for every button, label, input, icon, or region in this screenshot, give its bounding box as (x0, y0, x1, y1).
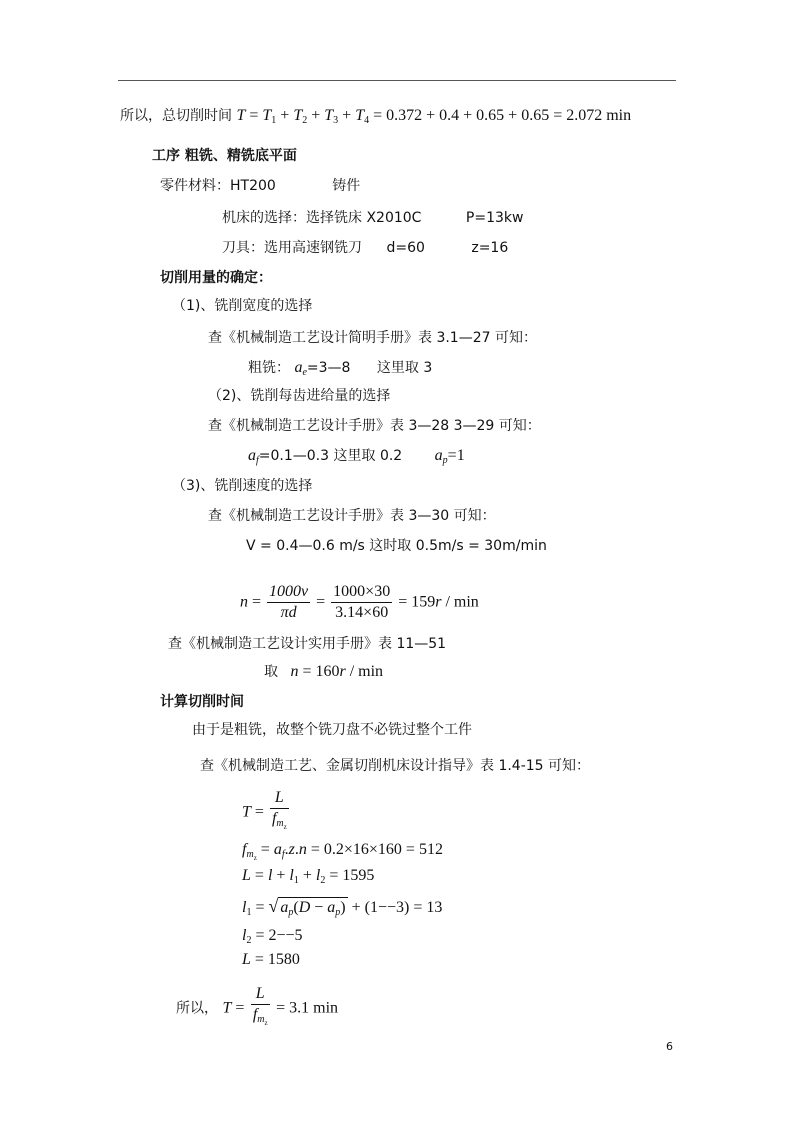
step1-rough-line: 粗铣： $a_e=3—8$ 这里取 3 (248, 359, 433, 378)
step1-title: （1)、铣削宽度的选择 (172, 298, 313, 314)
material-line (160, 176, 360, 196)
tool-label: 刀具：选用高速钢铣刀 (222, 240, 362, 256)
formula-l2: $l_2 = 2--5$ (242, 927, 303, 946)
total-time-prefix: 所以，总切削时间 (120, 108, 232, 124)
step1-reference: 查《机械制造工艺设计简明手册》表 3.1—27 可知： (208, 330, 537, 346)
tool-line (222, 238, 508, 258)
take-n-prefix: 取 (264, 664, 278, 680)
take-n-line: 取 n = 160r / min (264, 663, 384, 680)
process-title: 工序 粗铣、精铣底平面 (152, 148, 297, 164)
machine-label: 机床的选择：选择铣床 X2010C (222, 210, 422, 226)
formula-L: $L = l + l_1 + l_2 = 1595$ (242, 867, 375, 886)
rough-note: 由于是粗铣，故整个铣刀盘不必铣过整个工件 (192, 722, 472, 738)
header-rule (118, 80, 676, 81)
speed-fraction-2: $\frac{1000\times 30}{3.14\times 60}$ (333, 583, 391, 621)
cutting-title: 切削用量的确定： (160, 270, 272, 286)
calc-title: 计算切削时间 (160, 694, 244, 710)
material-cast: 铸件 (332, 178, 361, 194)
ap-value: =1 (447, 447, 465, 464)
step3-reference: 查《机械制造工艺设计手册》表 3—30 可知： (208, 508, 496, 524)
af-value: =0.1—0.3 这里取 0.2 (258, 448, 403, 464)
speed-fraction-1: $\frac{1000v}{\pi d}$ (269, 583, 309, 621)
practical-reference: 查《机械制造工艺设计实用手册》表 11—51 (168, 636, 447, 652)
page-number: 6 (666, 1040, 673, 1053)
machine-line (222, 208, 523, 228)
step3-speed: V = 0.4—0.6 m/s 这时取 0.5m/s = 30m/min (246, 538, 547, 554)
material-label: 零件材料：HT200 (160, 178, 276, 194)
rough-prefix: 粗铣： (248, 360, 290, 376)
step2-reference: 查《机械制造工艺设计手册》表 3—28 3—29 可知： (208, 418, 541, 434)
rough-take: 这里取 3 (376, 360, 433, 376)
guide-reference: 查《机械制造工艺、金属切削机床设计指导》表 1.4-15 可知： (200, 758, 591, 774)
machine-power: P=13kw (465, 210, 524, 226)
step2-feed-line: $a_f=0.1—0.3$ 这里取 0.2 $a_p=1$ (248, 447, 465, 466)
formula-fmz: $f_{m_z} = a_f.z.n = 0.2\times 16\times 160 = 512$ (242, 841, 443, 862)
speed-formula: n = $\frac{1000v}{\pi d}$ = $\frac{1000\times 30}{3.14\times 60}$ = 159r / min (240, 583, 479, 621)
total-time-expression: $T = T_1 + T_2 + T_3 + T_4 = 0.372 + 0.4 + 0.65 + 0.65 = 2.072$ min (236, 107, 632, 126)
tool-teeth: z=16 (471, 240, 509, 256)
rough-value: =3—8 (306, 360, 351, 376)
step2-title: （2)、铣削每齿进给量的选择 (208, 388, 391, 404)
final-prefix: 所以， (176, 1000, 218, 1017)
formula-l1: $l_1$ = √ $a_p(D - a_p) + (1--3) = 13$ (242, 896, 442, 923)
total-time-line (120, 106, 631, 131)
final-line: 所以， T = $\frac{L}{f_{m_z}}$ = 3.1 min (176, 985, 339, 1027)
tool-diameter: d=60 (386, 240, 425, 256)
formula-L2: L = 1580 (242, 951, 300, 968)
formula-T: T = $\frac{L}{f_{m_z}}$ (242, 789, 287, 831)
step3-title: （3)、铣削速度的选择 (172, 478, 313, 494)
